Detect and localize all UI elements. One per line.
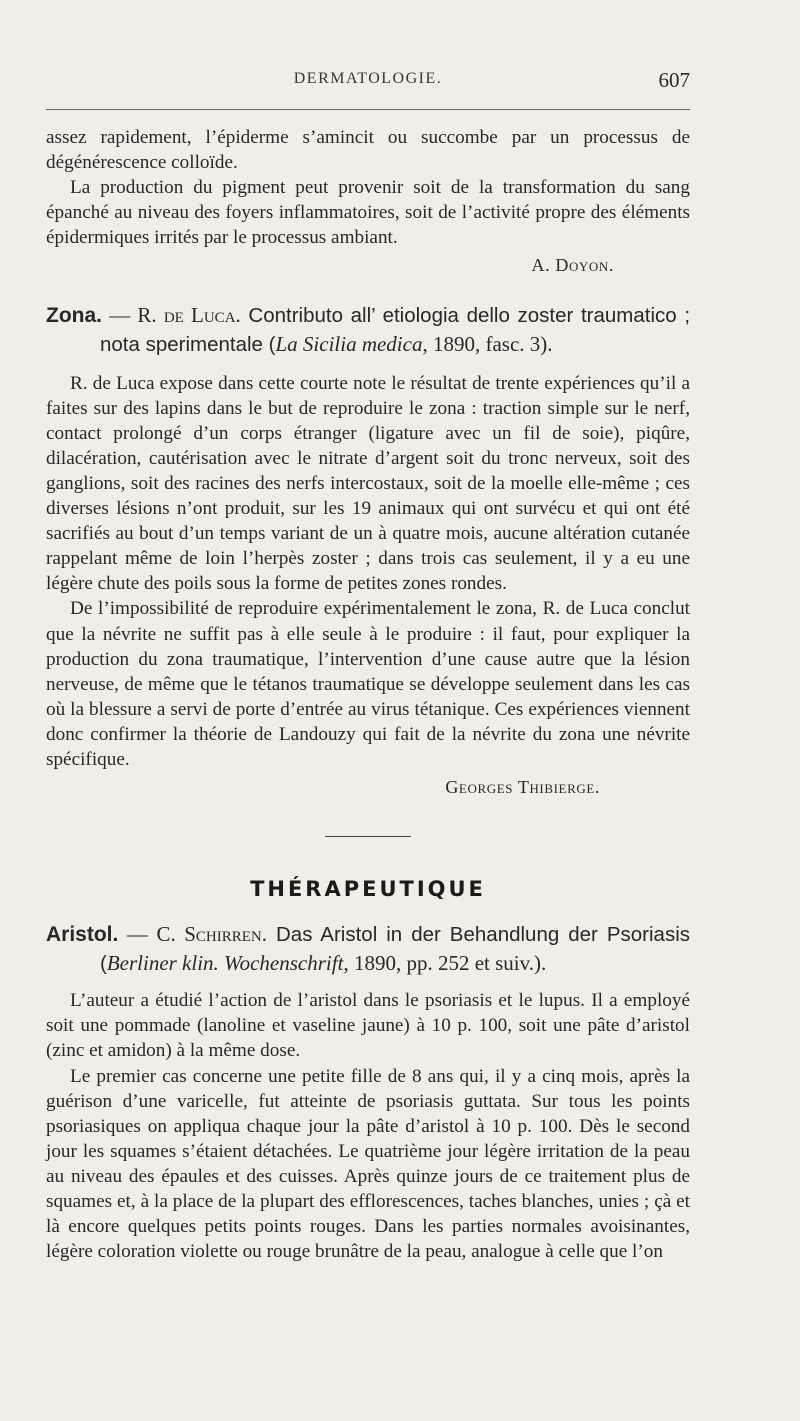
running-title: DERMATOLOGIE. xyxy=(293,70,443,87)
entry-subject: Aristol. xyxy=(46,923,119,947)
paragraph: De l’impossibilité de reproduire expérimentalement le zona, R. de Luca conclut que la névrite ne suffit pas à elle seule à le produire : il faut, pour expliquer la production du zona traumatique, l’intervention d’une cause autre que la lésion nerveuse, de même que le tétanos traumatique se développe seulement dans les cas où la blessure a servi de porte d’entrée au virus tétanique. Ces expériences viennent donc confirmer la théorie de Landouzy qui fait de la névrite du zona une névrite spécifique. xyxy=(46,598,690,770)
page-number: 607 xyxy=(658,68,690,92)
paragraph: R. de Luca expose dans cette courte note le résultat de trente expériences qu’il a faites sur des lapins dans le but de reproduire le zona : traction simple sur le nerf, contact prolongé d’un corps étranger (ligature avec un fil de soie), piqûre, dilacération, cautérisation avec le nitrate d’argent soit du tronc nerveux, soit des ganglions, soit des racines des nerfs intercostaux, soit de la moelle elle-même ; ces diverses lésions n’ont produit, sur les 19 animaux qui ont survécu et qui ont été sacrifiés au bout d’un temps variant de un à quatre mois, aucune altération cutanée rappelant même de loin l’herpès zoster ; dans trois cas seulement, il y a eu une légère chute des poils sous la forme de petites zones rondes. xyxy=(46,372,690,595)
reviewer-signature: A. Doyon. xyxy=(531,255,614,276)
entry-author: C. Schirren. xyxy=(156,922,268,947)
entry-dash: — xyxy=(102,302,138,327)
entry-work-title: Contributo all’ etiologia dello zoster traumatico ; nota sperimentale ( xyxy=(100,303,691,356)
section-heading: THÉRAPEUTIQUE xyxy=(250,877,486,902)
header-rule xyxy=(46,109,690,110)
section-divider xyxy=(46,836,690,837)
entry-work-title: Das Aristol in der Behandlung der Psoriasis ( xyxy=(100,923,691,976)
paragraph: La production du pigment peut provenir soit de la transformation du sang épanché au niveau des foyers inflammatoires, soit de l’activité propre des éléments épidermiques irrités par le processus ambiant. xyxy=(46,177,690,249)
section-rule xyxy=(325,836,411,837)
page-header xyxy=(46,70,690,98)
entry-dash: — xyxy=(118,922,157,947)
paragraph: Le premier cas concerne une petite fille de 8 ans qui, il y a cinq mois, après la guérison d’une varicelle, fut atteinte de psoriasis guttata. Sur tous les points psoriasiques on appliqua chaque jour la pâte d’aristol à 10 p. 100. Dès le second jour les squames s’étaient détachées. Le quatrième jour légère irritation de la peau au niveau des épaules et des cuisses. Après quinze jours de ce traitement plus de squames et, à la place de la plupart des efflorescences, taches blanches, unies ; çà et là encore quelques petits points rouges. Dans les parties normales avoisinantes, légère coloration violette ou rouge brunâtre de la peau, analogue à celle que l’on xyxy=(46,1065,690,1263)
paragraph: L’auteur a étudié l’action de l’aristol dans le psoriasis et le lupus. Il a employé soit une pommade (lanoline et vaseline jaune) à 10 p. 100, soit une pâte d’aristol (zinc et amidon) à la même dose. xyxy=(46,990,690,1062)
paragraph: assez rapidement, l’épiderme s’amincit ou succombe par un processus de dégénérescence colloïde. xyxy=(46,127,690,174)
entry-title-zona xyxy=(46,301,690,359)
entry-citation: , 1890, pp. 252 et suiv.). xyxy=(343,951,547,976)
entry-title-aristol xyxy=(46,920,690,978)
body-text xyxy=(46,125,690,1264)
entry-journal: Berliner klin. Wochenschrift xyxy=(106,951,344,976)
entry-journal: La Sicilia medica xyxy=(275,331,423,356)
reviewer-signature: Georges Thibierge. xyxy=(445,777,600,798)
entry-author: R. de Luca. xyxy=(137,302,241,327)
entry-citation: , 1890, fasc. 3). xyxy=(422,331,553,356)
entry-subject: Zona. xyxy=(46,303,102,327)
